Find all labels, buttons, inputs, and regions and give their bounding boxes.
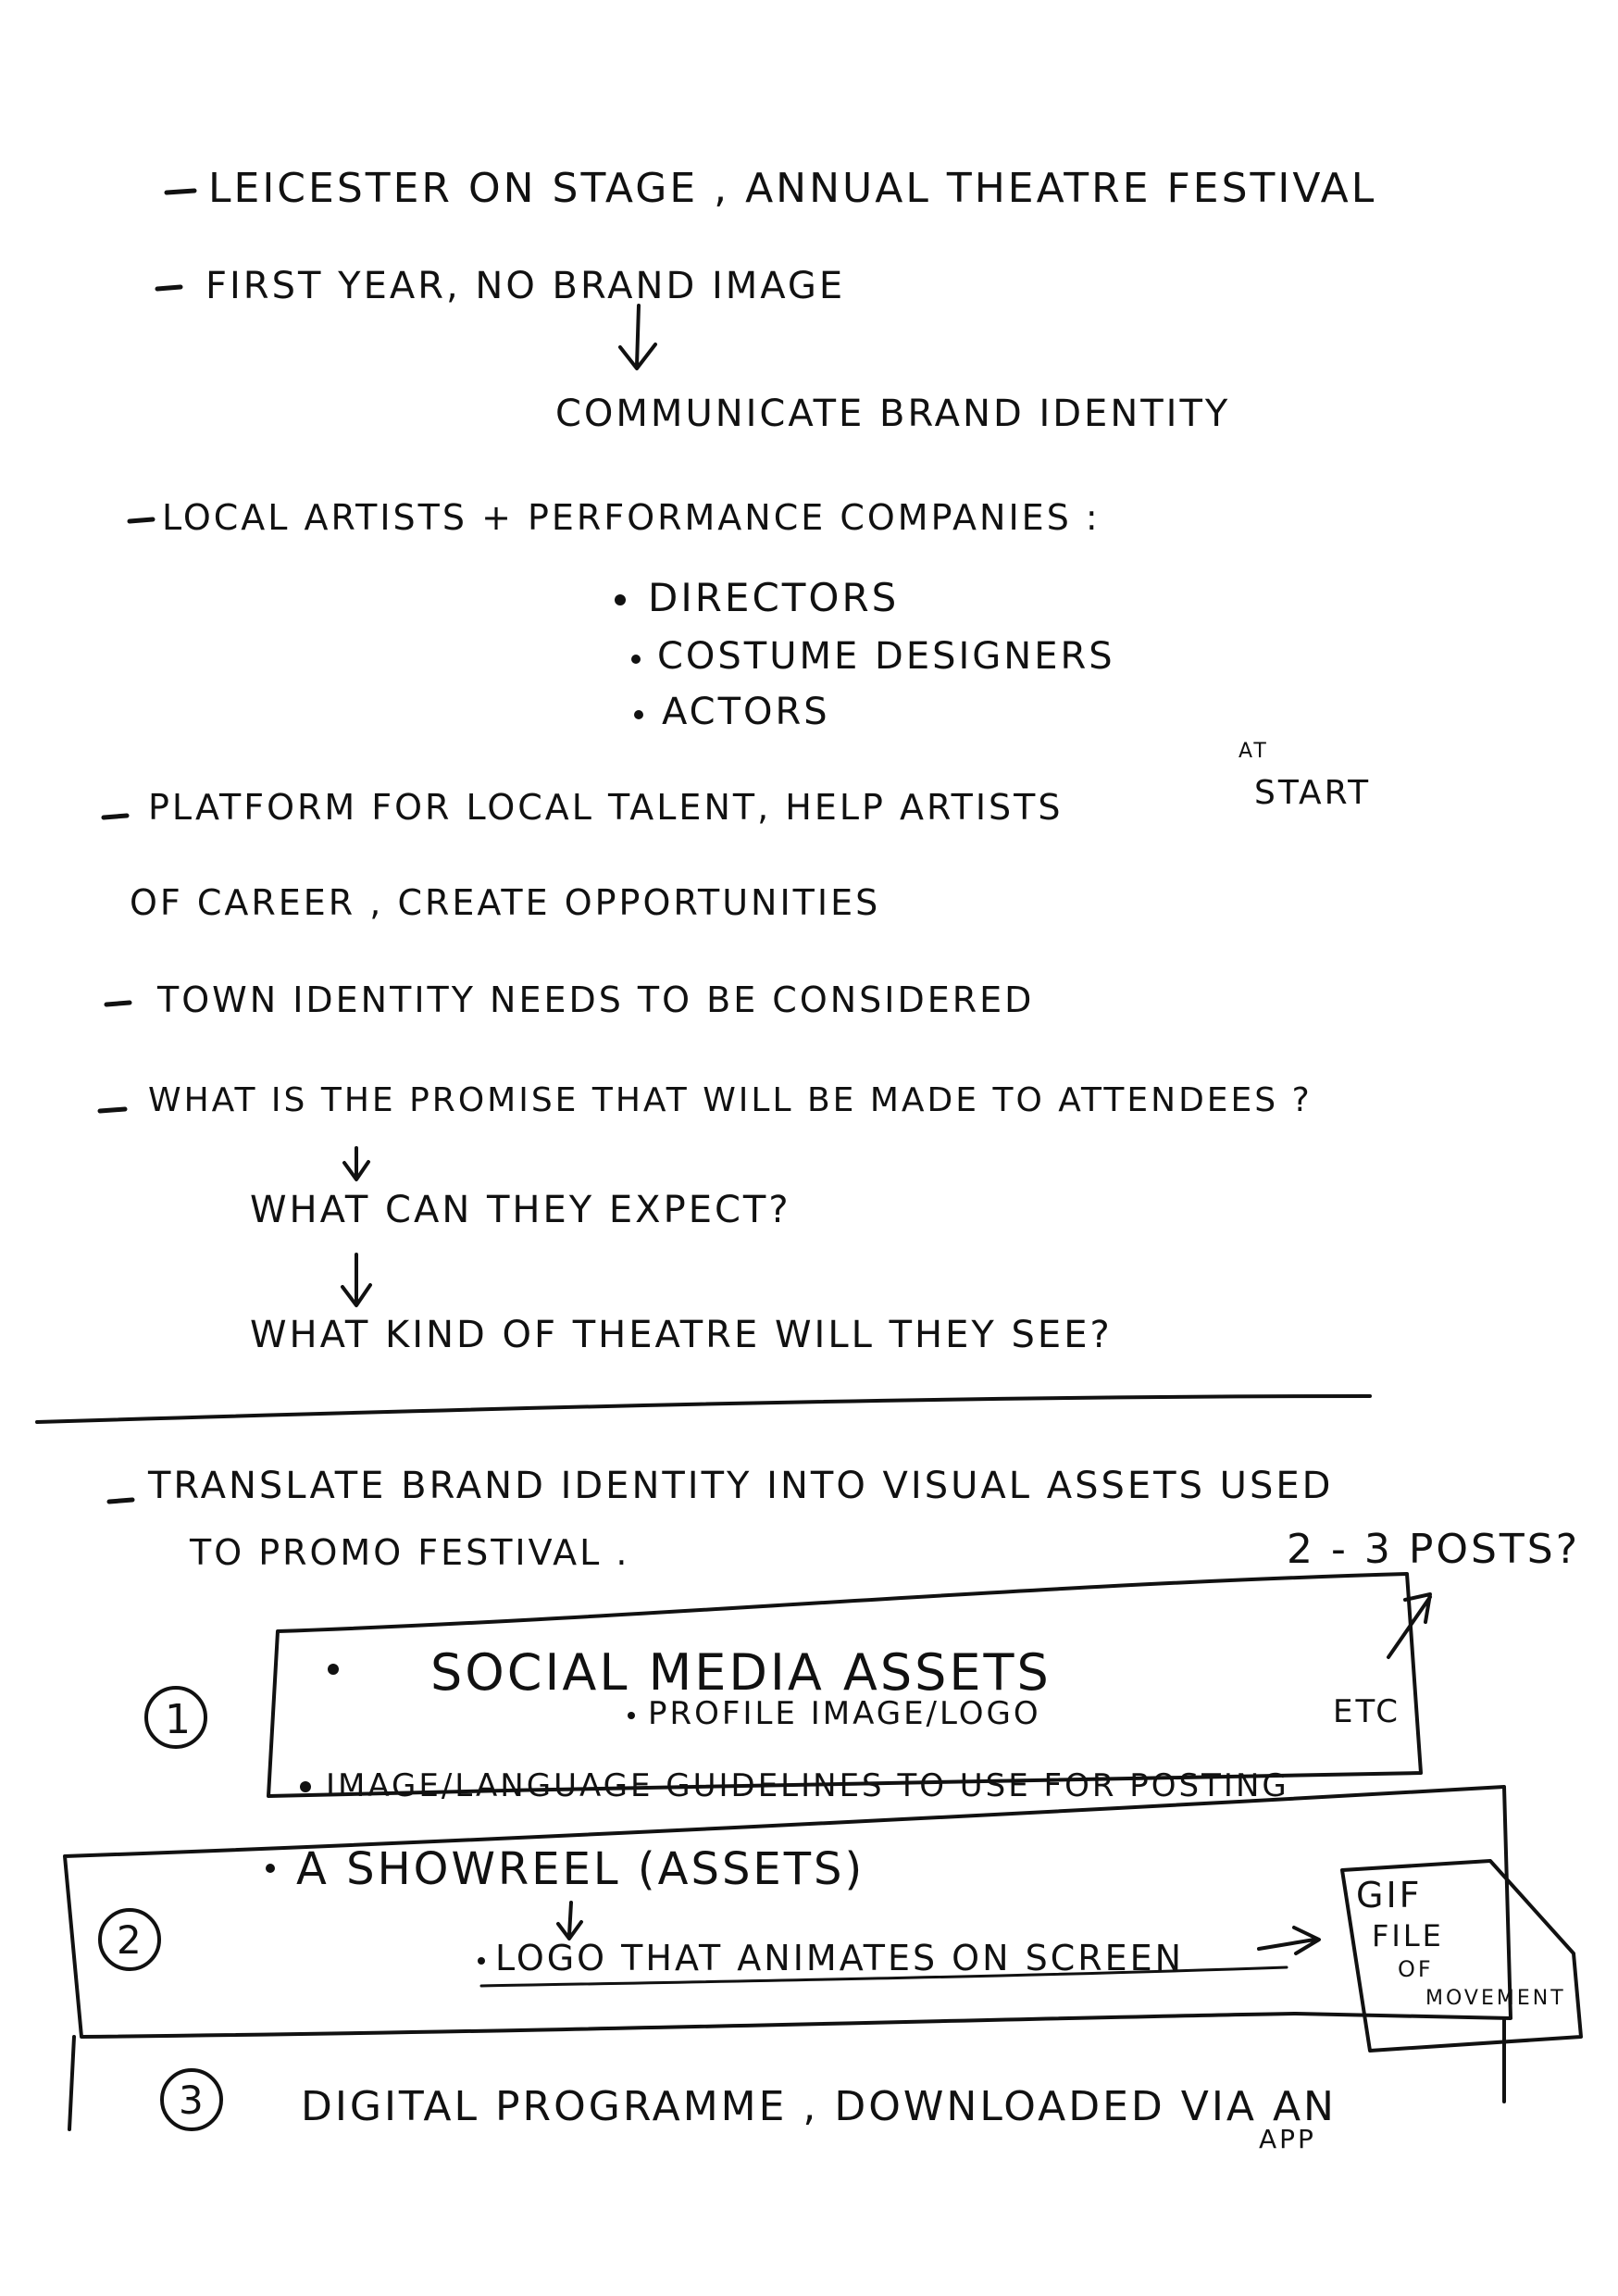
bullet-dot (266, 1864, 275, 1873)
dash-mark (109, 1500, 132, 1502)
item-3-number: 3 (179, 2078, 206, 2123)
item-2-sub: LOGO THAT ANIMATES ON SCREEN (495, 1938, 1185, 1978)
item-2-box (65, 1787, 1511, 2037)
bullet-dot (631, 655, 641, 664)
bullet-costume-designers: COSTUME DESIGNERS (657, 635, 1115, 678)
bullet-dot (628, 1712, 635, 1719)
arrow-down-icon (620, 306, 655, 368)
note-start: START (1254, 774, 1372, 812)
note-communicate: COMMUNICATE BRAND IDENTITY (555, 393, 1231, 435)
dash-mark (106, 1003, 130, 1004)
note-career: OF CAREER , CREATE OPPORTUNITIES (130, 882, 881, 923)
arrow-down-icon (558, 1903, 581, 1939)
item-1-number: 1 (165, 1696, 193, 1743)
item-1-sub: PROFILE IMAGE/LOGO (648, 1695, 1041, 1732)
bullet-directors: DIRECTORS (648, 575, 900, 620)
bullet-dot (634, 710, 643, 719)
note-posts: 2 - 3 POSTS? (1287, 1526, 1581, 1573)
arrow-right-icon (1259, 1928, 1319, 1953)
gif-note-line-4: MOVEMENT (1425, 1987, 1566, 2010)
note-festival: LEICESTER ON STAGE , ANNUAL THEATRE FESTIVAL (208, 165, 1377, 212)
dash-mark (157, 287, 180, 289)
gif-note-line-3: OF (1398, 1956, 1434, 1982)
arrow-down-icon (344, 1148, 368, 1179)
arrow-down-icon (342, 1254, 370, 1305)
gif-note-line-2: FILE (1372, 1918, 1444, 1953)
item-2-title: A SHOWREEL (ASSETS) (296, 1843, 865, 1895)
note-at: AT (1238, 740, 1269, 763)
note-expect: WHAT CAN THEY EXPECT? (250, 1189, 791, 1231)
dash-mark (130, 519, 153, 521)
bullet-dot (615, 594, 626, 605)
item-2-number: 2 (117, 1917, 144, 1963)
note-town-identity: TOWN IDENTITY NEEDS TO BE CONSIDERED (157, 980, 1035, 1020)
bullet-actors: ACTORS (662, 691, 830, 733)
note-translate: TRANSLATE BRAND IDENTITY INTO VISUAL ASSETS USED (148, 1465, 1334, 1507)
dash-mark (167, 191, 194, 193)
gif-note-line-1: GIF (1356, 1875, 1423, 1915)
note-promise: WHAT IS THE PROMISE THAT WILL BE MADE TO ATTENDEES ? (148, 1081, 1313, 1119)
item-1-etc: ETC (1333, 1693, 1400, 1730)
note-promo-festival: TO PROMO FESTIVAL . (190, 1532, 630, 1573)
dash-mark (100, 1109, 125, 1111)
note-first-year: FIRST YEAR, NO BRAND IMAGE (205, 265, 846, 307)
note-local-artists: LOCAL ARTISTS + PERFORMANCE COMPANIES : (162, 497, 1101, 538)
note-platform: PLATFORM FOR LOCAL TALENT, HELP ARTISTS (148, 787, 1064, 828)
item-3-title: DIGITAL PROGRAMME , DOWNLOADED VIA AN (301, 2083, 1337, 2130)
note-kind-of-theatre: WHAT KIND OF THEATRE WILL THEY SEE? (250, 1314, 1113, 1356)
item-1-guidelines: IMAGE/LANGUAGE GUIDELINES TO USE FOR POSTING (326, 1767, 1289, 1804)
bullet-dot (328, 1664, 339, 1675)
bullet-dot (478, 1957, 485, 1965)
bullet-dot (300, 1781, 311, 1792)
dash-mark (104, 816, 127, 817)
item-1-title: SOCIAL MEDIA ASSETS (430, 1643, 1052, 1702)
section-divider (37, 1396, 1370, 1422)
item-3-app: APP (1259, 2124, 1316, 2154)
